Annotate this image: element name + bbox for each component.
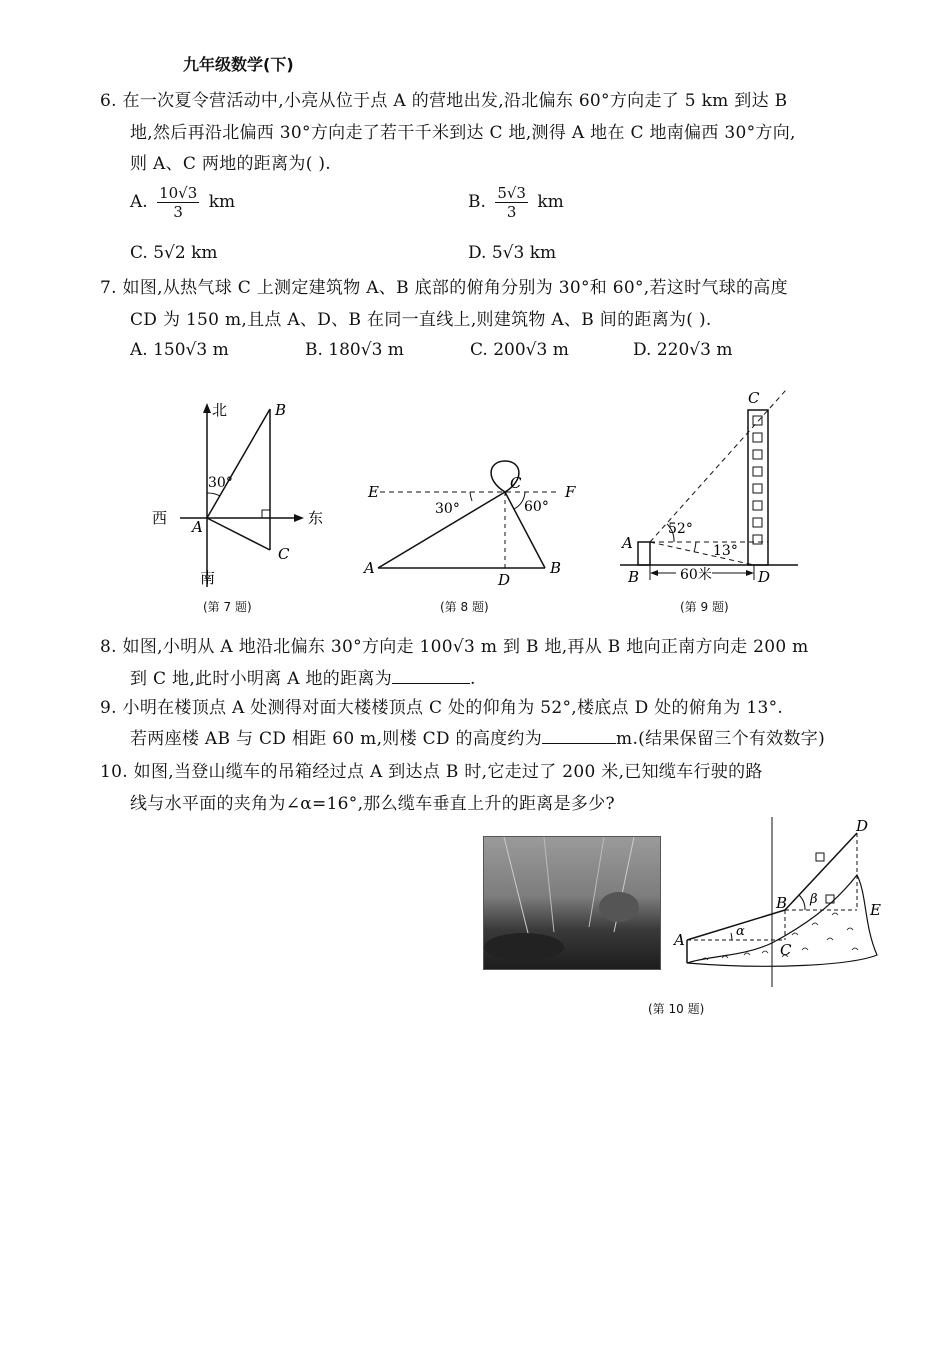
label-alpha: α: [736, 924, 745, 939]
line-of-sight-ad: [650, 542, 754, 565]
beta-arc: [799, 895, 805, 910]
arrow-left: [650, 570, 658, 576]
label-b: B: [550, 559, 562, 577]
q7-option-d: D. 220√3 m: [633, 340, 733, 360]
right-angle-mark: [262, 510, 270, 518]
q6-option-a: A. $\frac{10√3}{3}$ km: [130, 184, 236, 221]
figure-10-caption: (第 10 题): [648, 1002, 705, 1016]
segment-ab: [207, 409, 270, 518]
label-e: E: [870, 901, 881, 919]
q6-option-c: C. 5√2 km: [130, 243, 218, 263]
label-e: E: [368, 483, 379, 501]
q6-option-d: D. 5√3 km: [468, 243, 557, 263]
q7-line1: 7. 如图,从热气球 C 上测定建筑物 A、B 底部的俯角分别为 30°和 60°,若这时气球的高度: [100, 278, 788, 298]
label-c: C: [748, 389, 760, 407]
angle-arc-13: [694, 542, 696, 552]
label-b: B: [275, 401, 287, 419]
q8-answer-blank[interactable]: [392, 683, 470, 684]
label-d: D: [758, 568, 771, 586]
north-arrow: [203, 403, 211, 413]
label-beta: β: [810, 892, 818, 907]
figure-9-caption: (第 9 题): [680, 600, 729, 614]
label-angle-52: 52°: [668, 521, 693, 537]
segment-ac: [207, 518, 270, 550]
building-windows: [753, 416, 762, 544]
figure-8: [360, 455, 585, 595]
page-header: 九年级数学(下): [183, 55, 294, 74]
building-ab: [638, 542, 650, 565]
label-south: 南: [200, 569, 216, 587]
label-angle-60: 60°: [524, 499, 549, 515]
label-a: A: [364, 559, 375, 577]
angle-arc: [207, 493, 220, 496]
q6-line1: 6. 在一次夏令营活动中,小亮从位于点 A 的营地出发,沿北偏东 60°方向走了 5 km 到达 B: [100, 91, 788, 111]
angle-arc-30: [470, 492, 472, 501]
figure-8-caption: (第 8 题): [440, 600, 489, 614]
line-of-sight-ac: [650, 390, 786, 542]
label-a: A: [622, 534, 633, 552]
q7-option-c: C. 200√3 m: [470, 340, 569, 360]
label-b: B: [776, 894, 788, 912]
alpha-arc: [731, 933, 732, 940]
label-d: D: [856, 817, 869, 835]
figure-9: [618, 385, 803, 590]
label-c: C: [780, 941, 792, 959]
q8-line2: 到 C 地,此时小明离 A 地的距离为 .: [130, 669, 476, 689]
q6-line3: 则 A、C 两地的距离为( ).: [130, 154, 331, 174]
east-arrow: [294, 514, 304, 522]
q6-line2: 地,然后再沿北偏西 30°方向走了若干千米到达 C 地,测得 A 地在 C 地南偏西 30°方向,: [130, 123, 796, 143]
arrow-right: [746, 570, 754, 576]
q7-line2: CD 为 150 m,且点 A、D、B 在同一直线上,则建筑物 A、B 间的距离为( ).: [130, 310, 712, 330]
q6-option-b: B. $\frac{5√3}{3}$ km: [468, 184, 564, 221]
label-angle-30: 30°: [435, 501, 460, 517]
label-east: 东: [308, 509, 324, 527]
q7-option-a: A. 150√3 m: [130, 340, 229, 360]
label-d: D: [498, 571, 511, 589]
label-angle: 30°: [208, 475, 233, 491]
label-distance: 60米: [680, 567, 712, 583]
q9-answer-blank[interactable]: [542, 743, 616, 744]
q10-line2: 线与水平面的夹角为∠α=16°,那么缆车垂直上升的距离是多少?: [130, 794, 615, 814]
label-c: C: [278, 545, 290, 563]
label-f: F: [565, 483, 576, 501]
label-west: 西: [152, 509, 168, 527]
q7-option-b: B. 180√3 m: [305, 340, 404, 360]
cable-car-photo: [483, 836, 661, 970]
label-b: B: [628, 568, 640, 586]
figure-10: [672, 815, 897, 990]
q10-line1: 10. 如图,当登山缆车的吊箱经过点 A 到达点 B 时,它走过了 200 米,已知缆车行驶的路: [100, 762, 763, 782]
label-angle-13: 13°: [713, 543, 738, 559]
q9-line2: 若两座楼 AB 与 CD 相距 60 m,则楼 CD 的高度约为 m.(结果保留三个有效数字): [130, 729, 826, 749]
label-c: C: [510, 474, 522, 492]
segment-bd: [785, 833, 857, 910]
label-north: 北: [212, 401, 228, 419]
figure-7: [140, 395, 340, 595]
q9-line1: 9. 小明在楼顶点 A 处测得对面大楼楼顶点 C 处的仰角为 52°,楼底点 D 处的俯角为 13°.: [100, 698, 784, 718]
figure-7-caption: (第 7 题): [203, 600, 252, 614]
q8-line1: 8. 如图,小明从 A 地沿北偏东 30°方向走 100√3 m 到 B 地,再从 B 地向正南方向走 200 m: [100, 637, 809, 657]
label-a: A: [192, 518, 203, 536]
label-a: A: [674, 931, 685, 949]
